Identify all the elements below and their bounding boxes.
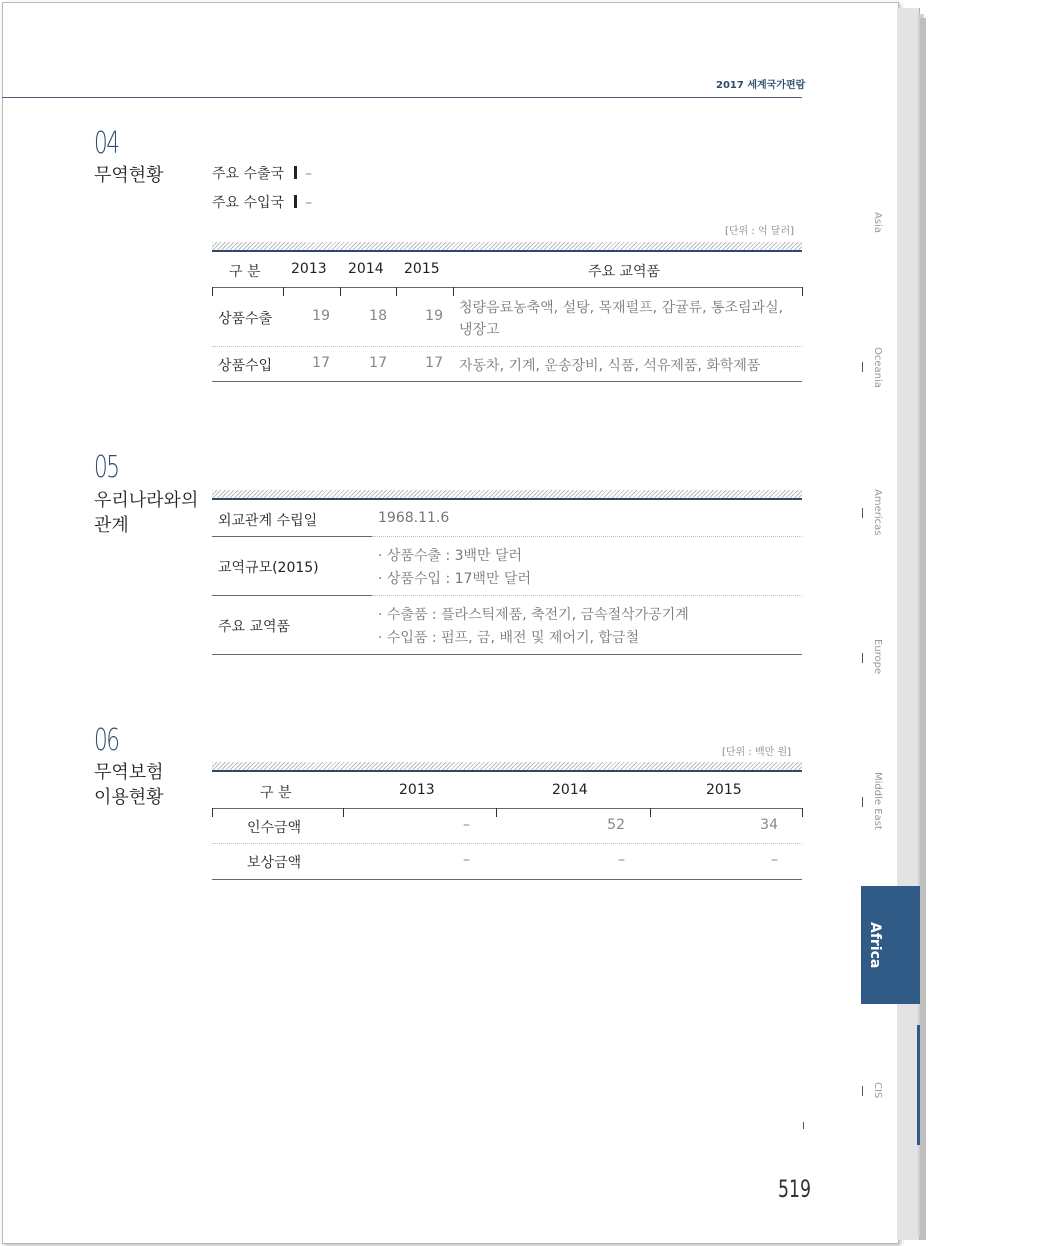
- export-countries-label: 주요 수출국: [212, 166, 285, 182]
- header-rule: [212, 808, 802, 809]
- edge-tab-marker: [917, 1025, 920, 1145]
- col-header: 주요 교역품: [588, 264, 661, 280]
- side-tab-middle-east[interactable]: Middle East: [872, 772, 883, 830]
- side-tick: [862, 797, 863, 807]
- running-header: 2017 세계국가편람: [716, 80, 806, 91]
- label-rule: [212, 536, 372, 537]
- side-tab-oceania[interactable]: Oceania: [872, 347, 883, 388]
- col-tick: [212, 287, 213, 296]
- side-tab-africa-label: Africa: [867, 922, 883, 969]
- unit-label: [단위 : 백만 원]: [722, 747, 792, 758]
- import-countries-label: 주요 수입국: [212, 195, 285, 211]
- relation-value: · 수입품 : 펌프, 금, 배전 및 제어기, 합금철: [378, 630, 639, 646]
- table-bottom-rule: [212, 654, 802, 655]
- row-divider: [212, 346, 802, 347]
- cell-value: 19: [425, 308, 443, 324]
- cell-value: 34: [760, 817, 778, 833]
- relation-label: 주요 교역품: [218, 619, 291, 635]
- row-divider: [212, 843, 802, 844]
- import-countries-value: –: [305, 195, 313, 211]
- relation-label: 교역규모(2015): [218, 560, 319, 576]
- col-tick: [650, 808, 651, 817]
- unit-label: [단위 : 억 달러]: [725, 226, 795, 237]
- side-tab-americas[interactable]: Americas: [872, 489, 883, 536]
- col-tick: [453, 287, 454, 296]
- cell-value: 17: [369, 355, 387, 371]
- cell-value: 19: [312, 308, 330, 324]
- cell-value: –: [463, 852, 470, 868]
- relation-value: 1968.11.6: [378, 510, 450, 526]
- relation-label: 외교관계 수립일: [218, 513, 318, 529]
- cell-value: 52: [607, 817, 625, 833]
- goods-text: 자동차, 기계, 운송장비, 식품, 석유제품, 화학제품: [459, 358, 761, 374]
- section-title: 무역보험: [94, 762, 164, 783]
- col-header: 2014: [348, 261, 384, 277]
- goods-text: 청량음료농축액, 설탕, 목재펄프, 감귤류, 통조림과실,: [459, 300, 784, 316]
- goods-text: 냉장고: [459, 322, 500, 338]
- cell-value: 17: [312, 355, 330, 371]
- cell-value: 18: [369, 308, 387, 324]
- col-header: 2013: [399, 782, 435, 798]
- col-header: 2014: [552, 782, 588, 798]
- col-tick: [212, 808, 213, 817]
- side-tick: [862, 653, 863, 663]
- row-label: 상품수입: [218, 358, 273, 374]
- col-tick: [802, 808, 803, 817]
- section-title: 무역현황: [94, 165, 164, 186]
- col-tick: [396, 287, 397, 296]
- section-number: 06: [94, 723, 119, 758]
- row-label: 보상금액: [247, 855, 302, 871]
- side-tick: [862, 1086, 863, 1096]
- table-top-rule: [212, 250, 802, 252]
- row-label: 인수금액: [247, 820, 302, 836]
- col-tick: [340, 287, 341, 296]
- section-number: 04: [94, 126, 119, 161]
- side-tab-europe[interactable]: Europe: [872, 639, 883, 675]
- col-header: 2013: [291, 261, 327, 277]
- page-stack-shadow: [920, 18, 926, 1240]
- col-tick: [802, 287, 803, 296]
- cell-value: –: [771, 852, 778, 868]
- section-number: 05: [94, 450, 119, 485]
- separator-bar: [294, 195, 297, 208]
- col-header: 2015: [706, 782, 742, 798]
- cell-value: –: [463, 817, 470, 833]
- relation-value: · 수출품 : 플라스틱제품, 축전기, 금속절삭가공기계: [378, 607, 689, 623]
- section-title: 이용현황: [94, 787, 164, 808]
- table-hatch: [212, 490, 802, 498]
- col-tick: [496, 808, 497, 817]
- side-tick: [803, 1122, 804, 1129]
- table-bottom-rule: [212, 879, 802, 880]
- export-countries: [212, 163, 312, 183]
- col-tick: [283, 287, 284, 296]
- cell-value: 17: [425, 355, 443, 371]
- side-tick: [862, 508, 863, 518]
- separator-bar: [294, 166, 297, 179]
- col-header: 구 분: [260, 785, 292, 801]
- table-top-rule: [212, 770, 802, 772]
- header-rule: [2, 97, 802, 98]
- table-bottom-rule: [212, 381, 802, 382]
- label-rule: [212, 595, 372, 596]
- table-hatch: [212, 242, 802, 250]
- col-header: 구 분: [229, 264, 261, 280]
- col-header: 2015: [404, 261, 440, 277]
- relation-value: · 상품수입 : 17백만 달러: [378, 571, 531, 587]
- value-divider: [372, 536, 802, 537]
- page-number: 519: [778, 1175, 811, 1203]
- section-title: 관계: [94, 515, 129, 536]
- relation-value: · 상품수출 : 3백만 달러: [378, 548, 523, 564]
- table-top-rule: [212, 498, 802, 500]
- value-divider: [372, 595, 802, 596]
- col-tick: [343, 808, 344, 817]
- side-tick: [862, 362, 863, 372]
- side-tab-asia[interactable]: Asia: [872, 212, 883, 233]
- side-tab-cis[interactable]: CIS: [872, 1082, 883, 1099]
- import-countries: [212, 192, 312, 212]
- cell-value: –: [618, 852, 625, 868]
- table-hatch: [212, 762, 802, 770]
- section-title: 우리나라와의: [94, 490, 199, 511]
- header-rule: [212, 287, 802, 288]
- export-countries-value: –: [305, 166, 313, 182]
- row-label: 상품수출: [218, 311, 273, 327]
